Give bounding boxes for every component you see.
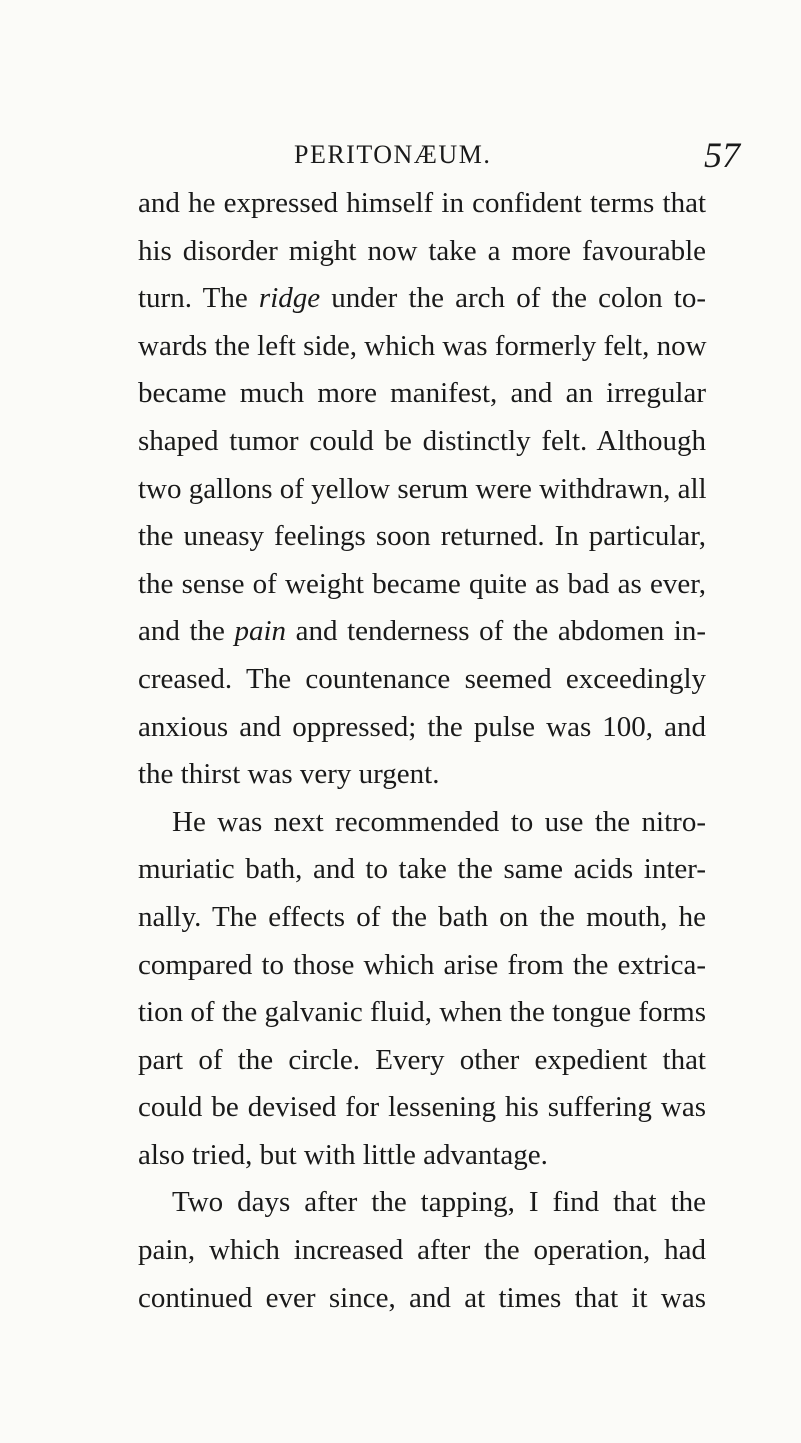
- text-line: the uneasy feelings soon returned. In particular,: [138, 520, 706, 553]
- text-line: compared to those which arise from the extrica-: [138, 948, 706, 981]
- text-line: two gallons of yellow serum were withdrawn, all: [138, 472, 707, 505]
- text-line: and the pain and tenderness of the abdomen in-: [138, 615, 706, 648]
- paragraph-end-line: also tried, but with little advantage.: [138, 1138, 548, 1171]
- paragraph-start-line: He was next recommended to use the nitro-: [172, 805, 706, 838]
- text-line: the sense of weight became quite as bad as ever,: [138, 567, 706, 600]
- running-head: [0, 135, 801, 180]
- text-line: became much more manifest, and an irregular: [138, 377, 706, 410]
- text-line: nally. The effects of the bath on the mouth, he: [138, 900, 706, 933]
- paragraph-start-line: Two days after the tapping, I find that the: [172, 1186, 706, 1219]
- text-line: turn. The ridge under the arch of the colon to-: [138, 282, 707, 315]
- italic-word-pain: pain: [234, 615, 287, 648]
- text-line: muriatic bath, and to take the same acids inter-: [138, 853, 706, 886]
- text-line: could be devised for lessening his suffering was: [138, 1091, 706, 1124]
- text-line: wards the left side, which was formerly felt, now: [138, 329, 707, 362]
- text-line: creased. The countenance seemed exceedingly: [138, 662, 706, 695]
- running-title: PERITONÆUM.: [294, 140, 492, 169]
- text-line: his disorder might now take a more favourable: [138, 234, 706, 267]
- text-line: pain, which increased after the operation, had: [138, 1234, 706, 1267]
- text-line: part of the circle. Every other expedient that: [138, 1043, 706, 1076]
- text-line: and he expressed himself in confident terms that: [138, 187, 706, 219]
- text-line: tion of the galvanic fluid, when the tongue forms: [138, 996, 706, 1029]
- page-number: 57: [704, 135, 740, 175]
- body-text: [138, 180, 706, 1322]
- text-line: anxious and oppressed; the pulse was 100, and: [138, 710, 706, 743]
- text-line: continued ever since, and at times that it was: [138, 1281, 706, 1314]
- text-line: shaped tumor could be distinctly felt. Although: [138, 424, 706, 457]
- italic-word-ridge: ridge: [258, 282, 321, 315]
- paragraph-end-line: the thirst was very urgent.: [138, 758, 440, 791]
